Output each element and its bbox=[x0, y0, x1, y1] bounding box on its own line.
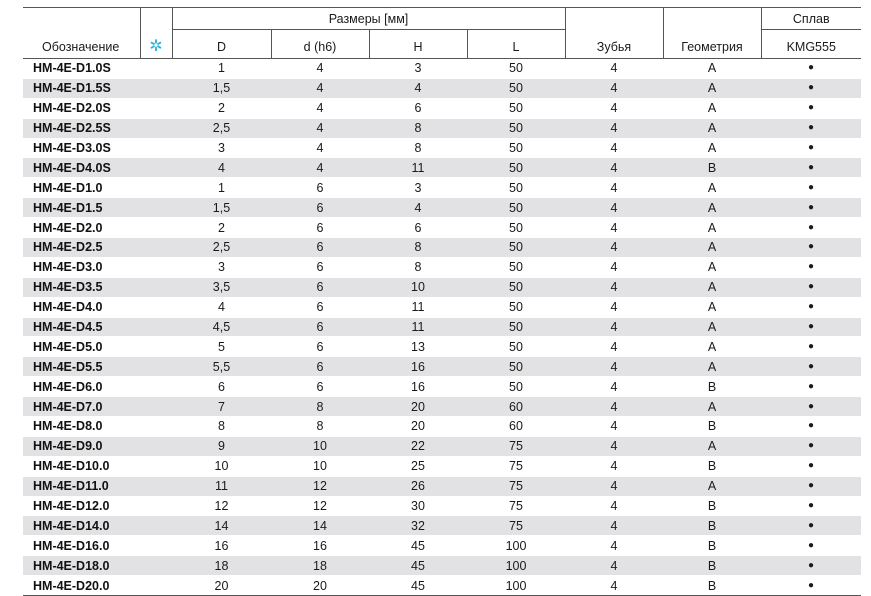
designation-cell: HM-4E-D1.5 bbox=[23, 198, 140, 218]
designation-cell: HM-4E-D10.0 bbox=[23, 456, 140, 476]
diameter-D-cell: 5 bbox=[172, 337, 271, 357]
teeth-header: Зубья bbox=[565, 8, 663, 59]
diameter-D-cell: 1 bbox=[172, 178, 271, 198]
total-length-L-cell: 50 bbox=[467, 277, 565, 297]
total-length-L-cell: 75 bbox=[467, 436, 565, 456]
designation-header: Обозначение bbox=[23, 8, 140, 59]
availability-dot-icon: ● bbox=[761, 78, 861, 98]
diameter-D-cell: 1 bbox=[172, 59, 271, 79]
table-row bbox=[23, 238, 861, 258]
shank-d-cell: 6 bbox=[271, 297, 369, 317]
table-row bbox=[23, 138, 861, 158]
designation-cell: HM-4E-D16.0 bbox=[23, 536, 140, 556]
diameter-D-cell: 9 bbox=[172, 436, 271, 456]
star-cell bbox=[140, 218, 172, 238]
diameter-D-cell: 4 bbox=[172, 158, 271, 178]
table-row bbox=[23, 297, 861, 317]
availability-dot-icon: ● bbox=[761, 357, 861, 377]
availability-dot-icon: ● bbox=[761, 257, 861, 277]
star-cell bbox=[140, 198, 172, 218]
diameter-D-cell: 2,5 bbox=[172, 238, 271, 258]
geometry-cell: A bbox=[663, 218, 761, 238]
geometry-cell: A bbox=[663, 337, 761, 357]
table-row bbox=[23, 397, 861, 417]
total-length-L-cell: 50 bbox=[467, 158, 565, 178]
teeth-cell: 4 bbox=[565, 138, 663, 158]
diameter-D-cell: 8 bbox=[172, 417, 271, 437]
star-cell bbox=[140, 576, 172, 596]
teeth-cell: 4 bbox=[565, 436, 663, 456]
designation-cell: HM-4E-D14.0 bbox=[23, 516, 140, 536]
diameter-D-cell: 16 bbox=[172, 536, 271, 556]
geometry-cell: A bbox=[663, 277, 761, 297]
geometry-cell: B bbox=[663, 377, 761, 397]
teeth-cell: 4 bbox=[565, 536, 663, 556]
geometry-cell: B bbox=[663, 576, 761, 596]
total-length-L-cell: 75 bbox=[467, 516, 565, 536]
geometry-cell: B bbox=[663, 516, 761, 536]
diameter-D-cell: 5,5 bbox=[172, 357, 271, 377]
geometry-cell: A bbox=[663, 138, 761, 158]
cut-length-H-cell: 8 bbox=[369, 257, 467, 277]
shank-d-cell: 4 bbox=[271, 59, 369, 79]
designation-cell: HM-4E-D3.0 bbox=[23, 257, 140, 277]
cut-length-H-cell: 3 bbox=[369, 178, 467, 198]
table-row bbox=[23, 277, 861, 297]
total-length-L-cell: 50 bbox=[467, 357, 565, 377]
star-cell bbox=[140, 317, 172, 337]
availability-dot-icon: ● bbox=[761, 218, 861, 238]
designation-cell: HM-4E-D1.0S bbox=[23, 59, 140, 79]
table-header bbox=[23, 8, 861, 59]
table-row bbox=[23, 118, 861, 138]
availability-dot-icon: ● bbox=[761, 297, 861, 317]
cut-length-H-cell: 11 bbox=[369, 158, 467, 178]
designation-cell: HM-4E-D3.5 bbox=[23, 277, 140, 297]
teeth-cell: 4 bbox=[565, 59, 663, 79]
shank-d-cell: 10 bbox=[271, 436, 369, 456]
diameter-D-cell: 3 bbox=[172, 138, 271, 158]
geometry-cell: A bbox=[663, 257, 761, 277]
diameter-D-cell: 12 bbox=[172, 496, 271, 516]
teeth-cell: 4 bbox=[565, 357, 663, 377]
designation-cell: HM-4E-D2.5S bbox=[23, 118, 140, 138]
total-length-L-header: L bbox=[467, 30, 565, 59]
shank-d-cell: 4 bbox=[271, 158, 369, 178]
table-row bbox=[23, 218, 861, 238]
availability-dot-icon: ● bbox=[761, 456, 861, 476]
cut-length-H-cell: 8 bbox=[369, 118, 467, 138]
availability-dot-icon: ● bbox=[761, 59, 861, 79]
diameter-D-cell: 4,5 bbox=[172, 317, 271, 337]
shank-d-cell: 4 bbox=[271, 138, 369, 158]
shank-d-cell: 10 bbox=[271, 456, 369, 476]
shank-d-cell: 6 bbox=[271, 357, 369, 377]
table-row bbox=[23, 476, 861, 496]
shank-d-header: d (h6) bbox=[271, 30, 369, 59]
availability-dot-icon: ● bbox=[761, 198, 861, 218]
total-length-L-cell: 75 bbox=[467, 496, 565, 516]
star-cell bbox=[140, 337, 172, 357]
availability-dot-icon: ● bbox=[761, 138, 861, 158]
alloy-header: Сплав bbox=[761, 8, 861, 30]
designation-cell: HM-4E-D5.0 bbox=[23, 337, 140, 357]
total-length-L-cell: 60 bbox=[467, 397, 565, 417]
designation-cell: HM-4E-D8.0 bbox=[23, 417, 140, 437]
shank-d-cell: 12 bbox=[271, 496, 369, 516]
availability-dot-icon: ● bbox=[761, 516, 861, 536]
designation-cell: HM-4E-D3.0S bbox=[23, 138, 140, 158]
star-cell bbox=[140, 357, 172, 377]
shank-d-cell: 6 bbox=[271, 178, 369, 198]
availability-dot-icon: ● bbox=[761, 377, 861, 397]
table-row bbox=[23, 456, 861, 476]
table-row bbox=[23, 317, 861, 337]
shank-d-cell: 4 bbox=[271, 78, 369, 98]
teeth-cell: 4 bbox=[565, 317, 663, 337]
total-length-L-cell: 50 bbox=[467, 377, 565, 397]
cut-length-H-cell: 11 bbox=[369, 297, 467, 317]
star-cell bbox=[140, 118, 172, 138]
star-cell bbox=[140, 417, 172, 437]
star-cell bbox=[140, 556, 172, 576]
diameter-D-cell: 14 bbox=[172, 516, 271, 536]
total-length-L-cell: 75 bbox=[467, 476, 565, 496]
geometry-cell: A bbox=[663, 178, 761, 198]
teeth-cell: 4 bbox=[565, 257, 663, 277]
table-row bbox=[23, 78, 861, 98]
table-row bbox=[23, 257, 861, 277]
diameter-D-cell: 4 bbox=[172, 297, 271, 317]
cut-length-H-cell: 16 bbox=[369, 377, 467, 397]
total-length-L-cell: 60 bbox=[467, 417, 565, 437]
shank-d-cell: 8 bbox=[271, 397, 369, 417]
diameter-D-cell: 2 bbox=[172, 98, 271, 118]
cut-length-H-header: H bbox=[369, 30, 467, 59]
table-row bbox=[23, 158, 861, 178]
designation-cell: HM-4E-D20.0 bbox=[23, 576, 140, 596]
geometry-cell: A bbox=[663, 397, 761, 417]
cut-length-H-cell: 8 bbox=[369, 138, 467, 158]
availability-dot-icon: ● bbox=[761, 238, 861, 258]
teeth-cell: 4 bbox=[565, 397, 663, 417]
designation-cell: HM-4E-D4.0S bbox=[23, 158, 140, 178]
cut-length-H-cell: 6 bbox=[369, 218, 467, 238]
diameter-D-cell: 3 bbox=[172, 257, 271, 277]
geometry-cell: B bbox=[663, 536, 761, 556]
teeth-cell: 4 bbox=[565, 377, 663, 397]
geometry-cell: A bbox=[663, 118, 761, 138]
teeth-cell: 4 bbox=[565, 277, 663, 297]
shank-d-cell: 4 bbox=[271, 118, 369, 138]
cut-length-H-cell: 10 bbox=[369, 277, 467, 297]
table-row bbox=[23, 377, 861, 397]
diameter-D-cell: 18 bbox=[172, 556, 271, 576]
availability-dot-icon: ● bbox=[761, 337, 861, 357]
total-length-L-cell: 50 bbox=[467, 198, 565, 218]
geometry-cell: A bbox=[663, 436, 761, 456]
star-cell bbox=[140, 496, 172, 516]
total-length-L-cell: 50 bbox=[467, 138, 565, 158]
table-row bbox=[23, 178, 861, 198]
diameter-D-cell: 7 bbox=[172, 397, 271, 417]
shank-d-cell: 4 bbox=[271, 98, 369, 118]
dimensions-group-header: Размеры [мм] bbox=[172, 8, 565, 30]
teeth-cell: 4 bbox=[565, 178, 663, 198]
geometry-cell: A bbox=[663, 59, 761, 79]
teeth-cell: 4 bbox=[565, 516, 663, 536]
shank-d-cell: 20 bbox=[271, 576, 369, 596]
total-length-L-cell: 75 bbox=[467, 456, 565, 476]
teeth-cell: 4 bbox=[565, 456, 663, 476]
geometry-cell: A bbox=[663, 297, 761, 317]
table-row bbox=[23, 357, 861, 377]
shank-d-cell: 6 bbox=[271, 317, 369, 337]
availability-dot-icon: ● bbox=[761, 118, 861, 138]
geometry-header: Геометрия bbox=[663, 8, 761, 59]
cut-length-H-cell: 6 bbox=[369, 98, 467, 118]
table-body bbox=[23, 59, 861, 596]
cut-length-H-cell: 32 bbox=[369, 516, 467, 536]
diameter-D-cell: 2,5 bbox=[172, 118, 271, 138]
cut-length-H-cell: 20 bbox=[369, 417, 467, 437]
shank-d-cell: 18 bbox=[271, 556, 369, 576]
total-length-L-cell: 50 bbox=[467, 118, 565, 138]
total-length-L-cell: 50 bbox=[467, 59, 565, 79]
geometry-cell: B bbox=[663, 456, 761, 476]
star-cell bbox=[140, 436, 172, 456]
shank-d-cell: 14 bbox=[271, 516, 369, 536]
shank-d-cell: 12 bbox=[271, 476, 369, 496]
cut-length-H-cell: 45 bbox=[369, 536, 467, 556]
table-row bbox=[23, 436, 861, 456]
diameter-D-cell: 1,5 bbox=[172, 198, 271, 218]
geometry-cell: A bbox=[663, 98, 761, 118]
teeth-cell: 4 bbox=[565, 238, 663, 258]
designation-cell: HM-4E-D11.0 bbox=[23, 476, 140, 496]
designation-cell: HM-4E-D2.0 bbox=[23, 218, 140, 238]
availability-dot-icon: ● bbox=[761, 576, 861, 596]
star-cell bbox=[140, 397, 172, 417]
teeth-cell: 4 bbox=[565, 118, 663, 138]
diameter-D-cell: 6 bbox=[172, 377, 271, 397]
star-cell bbox=[140, 138, 172, 158]
teeth-cell: 4 bbox=[565, 98, 663, 118]
diameter-D-cell: 1,5 bbox=[172, 78, 271, 98]
geometry-cell: A bbox=[663, 78, 761, 98]
star-cell bbox=[140, 98, 172, 118]
star-cell bbox=[140, 78, 172, 98]
total-length-L-cell: 50 bbox=[467, 218, 565, 238]
cut-length-H-cell: 22 bbox=[369, 436, 467, 456]
availability-dot-icon: ● bbox=[761, 158, 861, 178]
total-length-L-cell: 50 bbox=[467, 317, 565, 337]
teeth-cell: 4 bbox=[565, 78, 663, 98]
designation-cell: HM-4E-D4.0 bbox=[23, 297, 140, 317]
designation-cell: HM-4E-D1.0 bbox=[23, 178, 140, 198]
star-cell bbox=[140, 257, 172, 277]
table-row bbox=[23, 417, 861, 437]
availability-dot-icon: ● bbox=[761, 436, 861, 456]
designation-cell: HM-4E-D4.5 bbox=[23, 317, 140, 337]
designation-cell: HM-4E-D9.0 bbox=[23, 436, 140, 456]
diameter-D-cell: 10 bbox=[172, 456, 271, 476]
diameter-D-cell: 3,5 bbox=[172, 277, 271, 297]
designation-cell: HM-4E-D18.0 bbox=[23, 556, 140, 576]
teeth-cell: 4 bbox=[565, 476, 663, 496]
geometry-cell: B bbox=[663, 417, 761, 437]
diameter-D-cell: 2 bbox=[172, 218, 271, 238]
star-cell bbox=[140, 476, 172, 496]
cut-length-H-cell: 4 bbox=[369, 198, 467, 218]
cut-length-H-cell: 8 bbox=[369, 238, 467, 258]
geometry-cell: B bbox=[663, 158, 761, 178]
availability-dot-icon: ● bbox=[761, 536, 861, 556]
total-length-L-cell: 100 bbox=[467, 556, 565, 576]
designation-cell: HM-4E-D5.5 bbox=[23, 357, 140, 377]
star-cell bbox=[140, 238, 172, 258]
geometry-cell: B bbox=[663, 496, 761, 516]
teeth-cell: 4 bbox=[565, 198, 663, 218]
availability-dot-icon: ● bbox=[761, 476, 861, 496]
teeth-cell: 4 bbox=[565, 576, 663, 596]
shank-d-cell: 6 bbox=[271, 277, 369, 297]
availability-dot-icon: ● bbox=[761, 98, 861, 118]
table-row bbox=[23, 556, 861, 576]
total-length-L-cell: 50 bbox=[467, 337, 565, 357]
star-cell bbox=[140, 456, 172, 476]
geometry-cell: A bbox=[663, 238, 761, 258]
shank-d-cell: 6 bbox=[271, 337, 369, 357]
cut-length-H-cell: 3 bbox=[369, 59, 467, 79]
table-row bbox=[23, 576, 861, 596]
teeth-cell: 4 bbox=[565, 496, 663, 516]
cut-length-H-cell: 4 bbox=[369, 78, 467, 98]
teeth-cell: 4 bbox=[565, 158, 663, 178]
teeth-cell: 4 bbox=[565, 218, 663, 238]
star-icon: ✲ bbox=[140, 8, 172, 59]
teeth-cell: 4 bbox=[565, 417, 663, 437]
total-length-L-cell: 100 bbox=[467, 576, 565, 596]
star-cell bbox=[140, 297, 172, 317]
geometry-cell: A bbox=[663, 198, 761, 218]
cut-length-H-cell: 25 bbox=[369, 456, 467, 476]
shank-d-cell: 6 bbox=[271, 257, 369, 277]
geometry-cell: A bbox=[663, 476, 761, 496]
table-row bbox=[23, 198, 861, 218]
availability-dot-icon: ● bbox=[761, 417, 861, 437]
designation-cell: HM-4E-D1.5S bbox=[23, 78, 140, 98]
shank-d-cell: 6 bbox=[271, 218, 369, 238]
geometry-cell: A bbox=[663, 357, 761, 377]
shank-d-cell: 6 bbox=[271, 198, 369, 218]
table-row bbox=[23, 98, 861, 118]
total-length-L-cell: 50 bbox=[467, 238, 565, 258]
teeth-cell: 4 bbox=[565, 297, 663, 317]
cut-length-H-cell: 26 bbox=[369, 476, 467, 496]
teeth-cell: 4 bbox=[565, 337, 663, 357]
total-length-L-cell: 50 bbox=[467, 178, 565, 198]
total-length-L-cell: 50 bbox=[467, 78, 565, 98]
star-cell bbox=[140, 516, 172, 536]
star-cell bbox=[140, 158, 172, 178]
designation-cell: HM-4E-D7.0 bbox=[23, 397, 140, 417]
star-cell bbox=[140, 377, 172, 397]
availability-dot-icon: ● bbox=[761, 317, 861, 337]
total-length-L-cell: 50 bbox=[467, 98, 565, 118]
cut-length-H-cell: 13 bbox=[369, 337, 467, 357]
star-cell bbox=[140, 178, 172, 198]
cut-length-H-cell: 11 bbox=[369, 317, 467, 337]
cut-length-H-cell: 16 bbox=[369, 357, 467, 377]
cut-length-H-cell: 45 bbox=[369, 576, 467, 596]
total-length-L-cell: 50 bbox=[467, 257, 565, 277]
alloy-grade-header: KMG555 bbox=[761, 30, 861, 59]
star-cell bbox=[140, 277, 172, 297]
shank-d-cell: 6 bbox=[271, 238, 369, 258]
total-length-L-cell: 100 bbox=[467, 536, 565, 556]
geometry-cell: B bbox=[663, 556, 761, 576]
teeth-cell: 4 bbox=[565, 556, 663, 576]
geometry-cell: A bbox=[663, 317, 761, 337]
availability-dot-icon: ● bbox=[761, 556, 861, 576]
designation-cell: HM-4E-D6.0 bbox=[23, 377, 140, 397]
table-row bbox=[23, 59, 861, 79]
shank-d-cell: 16 bbox=[271, 536, 369, 556]
endmill-spec-table bbox=[23, 7, 861, 596]
cut-length-H-cell: 30 bbox=[369, 496, 467, 516]
table-row bbox=[23, 516, 861, 536]
star-cell bbox=[140, 536, 172, 556]
diameter-D-cell: 11 bbox=[172, 476, 271, 496]
star-cell bbox=[140, 59, 172, 79]
cut-length-H-cell: 20 bbox=[369, 397, 467, 417]
cut-length-H-cell: 45 bbox=[369, 556, 467, 576]
availability-dot-icon: ● bbox=[761, 277, 861, 297]
availability-dot-icon: ● bbox=[761, 178, 861, 198]
availability-dot-icon: ● bbox=[761, 496, 861, 516]
designation-cell: HM-4E-D12.0 bbox=[23, 496, 140, 516]
designation-cell: HM-4E-D2.5 bbox=[23, 238, 140, 258]
diameter-D-cell: 20 bbox=[172, 576, 271, 596]
table-row bbox=[23, 337, 861, 357]
shank-d-cell: 8 bbox=[271, 417, 369, 437]
table-row bbox=[23, 496, 861, 516]
shank-d-cell: 6 bbox=[271, 377, 369, 397]
designation-cell: HM-4E-D2.0S bbox=[23, 98, 140, 118]
table-row bbox=[23, 536, 861, 556]
diameter-D-header: D bbox=[172, 30, 271, 59]
total-length-L-cell: 50 bbox=[467, 297, 565, 317]
availability-dot-icon: ● bbox=[761, 397, 861, 417]
